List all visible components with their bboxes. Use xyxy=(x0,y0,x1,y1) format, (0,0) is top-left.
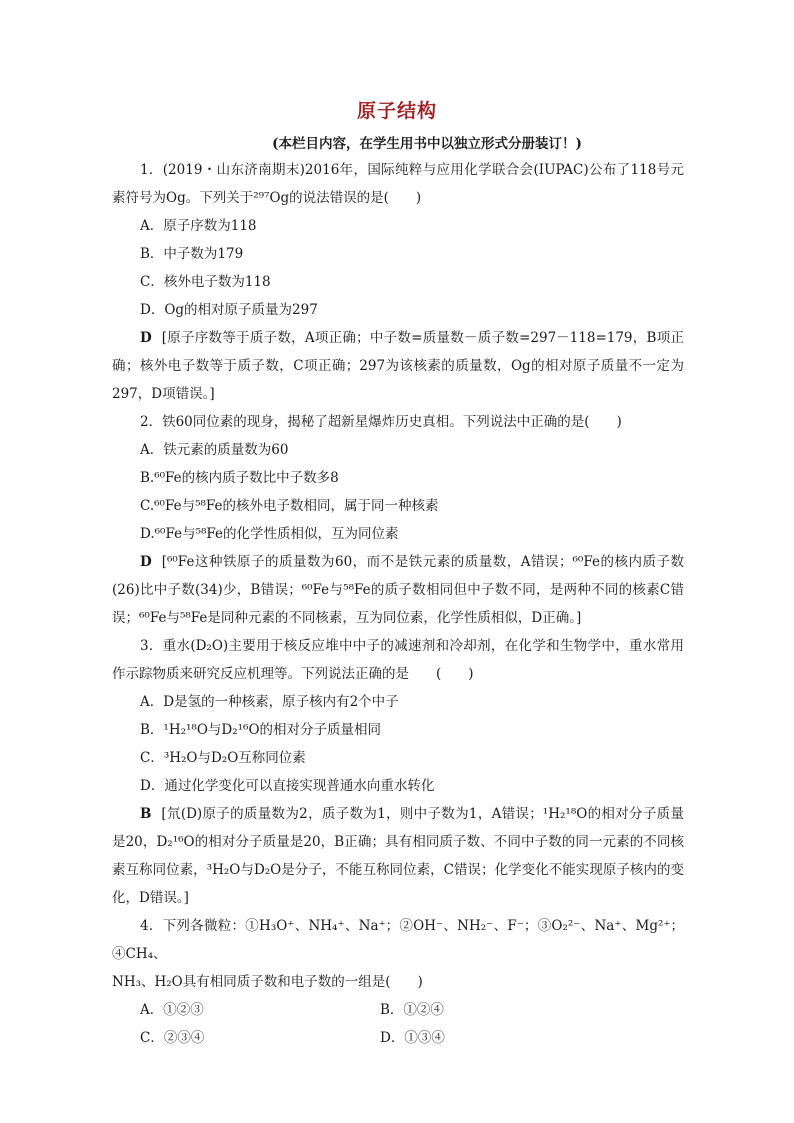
answer-explanation: [⁶⁰Fe这种铁原子的质量数为60，而不是铁元素的质量数，A错误；⁶⁰Fe的核内质子数(26)比中子数(34)少，B错误；⁶⁰Fe与⁵⁸Fe的质子数相同但中子数不同，是两种不同的核素C错误；⁶⁰Fe与⁵⁸Fe是同种元素的不同核素，互为同位素，化学性质相似，D正确。] xyxy=(112,554,684,626)
answer-explanation: [原子序数等于质子数，A项正确；中子数=质量数－质子数=297－118=179，B项正确；核外电子数等于质子数，C项正确；297为该核素的质量数，Og的相对原子质量不一定为297，D项错误。] xyxy=(112,330,684,402)
question-4-options-row-2 xyxy=(112,1024,684,1052)
question-4-options-row-1 xyxy=(112,996,684,1024)
question-2-option-c: C.⁶⁰Fe与⁵⁸Fe的核外电子数相同，属于同一种核素 xyxy=(140,498,439,514)
question-1-stem: 1．(2019・山东济南期末)2016年，国际纯粹与应用化学联合会(IUPAC)公布了118号元素符号为Og。下列关于²⁹⁷Og的说法错误的是( ) xyxy=(112,162,684,206)
question-4-stem-line-1: 4．下列各微粒：①H₃O⁺、NH₄⁺、Na⁺；②OH⁻、NH₂⁻、F⁻；③O₂²⁻、Na⁺、Mg²⁺；④CH₄、 xyxy=(112,918,684,962)
question-4-option-c: C．②③④ xyxy=(140,1030,205,1046)
answer-key: B xyxy=(140,806,152,822)
page-subtitle: (本栏目内容，在学生用书中以独立形式分册装订！) xyxy=(272,136,582,152)
question-3-option-c: C．³H₂O与D₂O互称同位素 xyxy=(140,750,306,766)
question-1-option-d: D．Og的相对原子质量为297 xyxy=(140,302,318,318)
question-3-option-d: D．通过化学变化可以直接实现普通水向重水转化 xyxy=(140,778,435,794)
question-2-option-a: A．铁元素的质量数为60 xyxy=(140,442,289,458)
question-3-option-b: B．¹H₂¹⁸O与D₂¹⁶O的相对分子质量相同 xyxy=(140,722,382,738)
question-3-option-a: A．D是氢的一种核素，原子核内有2个中子 xyxy=(140,694,399,710)
question-4-option-a: A．①②③ xyxy=(140,1002,204,1018)
question-2-option-d: D.⁶⁰Fe与⁵⁸Fe的化学性质相似，互为同位素 xyxy=(140,526,399,542)
question-3-stem: 3．重水(D₂O)主要用于核反应堆中中子的减速剂和冷却剂，在化学和生物学中，重水常用作示踪物质来研究反应机理等。下列说法正确的是 ( ) xyxy=(112,638,684,682)
document-body xyxy=(112,156,684,1052)
question-2-option-b: B.⁶⁰Fe的核内质子数比中子数多8 xyxy=(140,470,339,486)
question-2-stem: 2．铁60同位素的现身，揭秘了超新星爆炸历史真相。下列说法中正确的是( ) xyxy=(140,414,622,430)
question-1-option-b: B．中子数为179 xyxy=(140,246,244,262)
page-title: 原子结构 xyxy=(356,100,437,122)
question-4-option-d: D．①③④ xyxy=(380,1030,445,1046)
question-1-option-c: C．核外电子数为118 xyxy=(140,274,271,290)
question-1-option-a: A．原子序数为118 xyxy=(140,218,257,234)
question-4-option-b: B．①②④ xyxy=(380,1002,444,1018)
answer-explanation: [氘(D)原子的质量数为2，质子数为1，则中子数为1，A错误；¹H₂¹⁸O的相对分子质量是20，D₂¹⁶O的相对分子质量是20，B正确；具有相同质子数、不同中子数的同一元素的不同核素互称同位素，³H₂O与D₂O是分子，不能互称同位素，C错误；化学变化不能实现原子核内的变化，D错误。] xyxy=(112,806,684,906)
answer-key: D xyxy=(140,554,152,570)
question-1-answer xyxy=(112,324,684,408)
question-3-answer xyxy=(112,800,684,912)
answer-key: D xyxy=(140,330,152,346)
question-2-answer xyxy=(112,548,684,632)
question-4-stem-line-2: NH₃、H₂O具有相同质子数和电子数的一组是( ) xyxy=(112,974,423,990)
